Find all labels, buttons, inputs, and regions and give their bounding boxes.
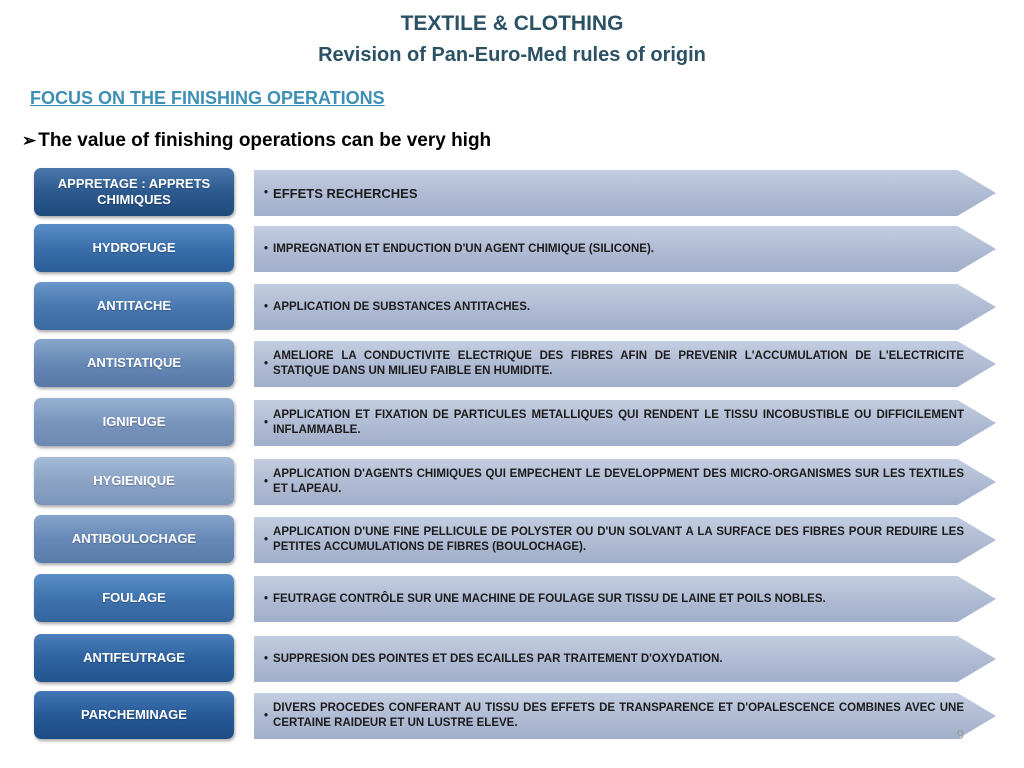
operation-row [32, 574, 998, 624]
bullet-dot-icon: • [264, 709, 269, 722]
slide-subtitle: Revision of Pan-Euro-Med rules of origin [318, 44, 706, 66]
section-heading: FOCUS ON THE FINISHING OPERATIONS [30, 88, 385, 108]
operation-row [32, 457, 998, 507]
operation-description [264, 284, 964, 330]
operation-description-text: DIVERS PROCEDES CONFERANT AU TISSU DES EFFETS DE TRANSPARENCE ET D'OPALESCENCE COMBINES AVEC UNE CERTAINE RAIDEUR ET UN LUSTRE ELEVE. [273, 702, 964, 729]
operation-label: IGNIFUGE [34, 398, 234, 446]
bullet-dot-icon: • [264, 475, 269, 488]
operation-row [32, 691, 998, 741]
bullet-text: The value of finishing operations can be very high [38, 130, 492, 151]
operation-description-text: APPLICATION DE SUBSTANCES ANTITACHES. [273, 300, 531, 313]
page-number: 9 [956, 727, 964, 742]
operation-row [32, 339, 998, 389]
operation-description [264, 226, 964, 272]
operation-description [264, 517, 964, 563]
operation-description-text: APPLICATION ET FIXATION DE PARTICULES METALLIQUES QUI RENDENT LE TISSU INCOBUSTIBLE OU DIFFICILEMENT INFLAMMABLE. [273, 409, 964, 436]
operation-label: ANTIBOULOCHAGE [34, 515, 234, 563]
operation-row [32, 634, 998, 684]
operation-description [264, 170, 964, 216]
operation-description-text: EFFETS RECHERCHES [273, 185, 418, 201]
bullet-dot-icon: • [264, 242, 269, 255]
operation-description [264, 693, 964, 739]
operation-description-text: AMELIORE LA CONDUCTIVITE ELECTRIQUE DES FIBRES AFIN DE PREVENIR L'ACCUMULATION DE L'ELECTRICITE STATIQUE DANS UN MILIEU FAIBLE EN HUMIDITE. [273, 350, 964, 377]
bullet-dot-icon: • [264, 533, 269, 546]
operation-description-text: SUPPRESION DES POINTES ET DES ECAILLES PAR TRAITEMENT D'OXYDATION. [273, 652, 723, 665]
operation-row [32, 282, 998, 332]
operation-description-text: FEUTRAGE CONTRÔLE SUR UNE MACHINE DE FOULAGE SUR TISSU DE LAINE ET POILS NOBLES. [273, 592, 826, 605]
bullet-dot-icon: • [264, 186, 269, 199]
operation-description [264, 636, 964, 682]
operation-row [32, 515, 998, 565]
bullet-dot-icon: • [264, 652, 269, 665]
operation-description-text: APPLICATION D'AGENTS CHIMIQUES QUI EMPECHENT LE DEVELOPPMENT DES MICRO-ORGANISMES SUR LES TEXTILES ET LAPEAU. [273, 468, 964, 495]
bullet-dot-icon: • [264, 592, 269, 605]
operation-label: FOULAGE [34, 574, 234, 622]
operation-description [264, 576, 964, 622]
operation-description [264, 459, 964, 505]
operation-row [32, 224, 998, 274]
bullet-dot-icon: • [264, 300, 269, 313]
operation-label: PARCHEMINAGE [34, 691, 234, 739]
operation-row [32, 398, 998, 448]
operation-label: ANTITACHE [34, 282, 234, 330]
slide-title: TEXTILE & CLOTHING [400, 12, 624, 35]
operation-label: ANTISTATIQUE [34, 339, 234, 387]
operation-description [264, 400, 964, 446]
operation-description [264, 341, 964, 387]
operation-row [32, 168, 998, 218]
operation-description-text: APPLICATION D'UNE FINE PELLICULE DE POLYSTER OU D'UN SOLVANT A LA SURFACE DES FIBRES POUR REDUIRE LES PETITES ACCUMULATIONS DE FIBRES (BOULOCHAGE). [273, 526, 964, 553]
operation-label: HYDROFUGE [34, 224, 234, 272]
operation-label: HYGIENIQUE [34, 457, 234, 505]
operation-label: ANTIFEUTRAGE [34, 634, 234, 682]
operation-description-text: IMPREGNATION ET ENDUCTION D'UN AGENT CHIMIQUE (SILICONE). [273, 242, 654, 255]
bullet-dot-icon: • [264, 416, 269, 429]
operation-label: APPRETAGE : APPRETS CHIMIQUES [34, 168, 234, 216]
bullet-point [22, 130, 491, 152]
arrow-bullet-icon: ➢ [22, 131, 37, 150]
bullet-dot-icon: • [264, 357, 269, 370]
